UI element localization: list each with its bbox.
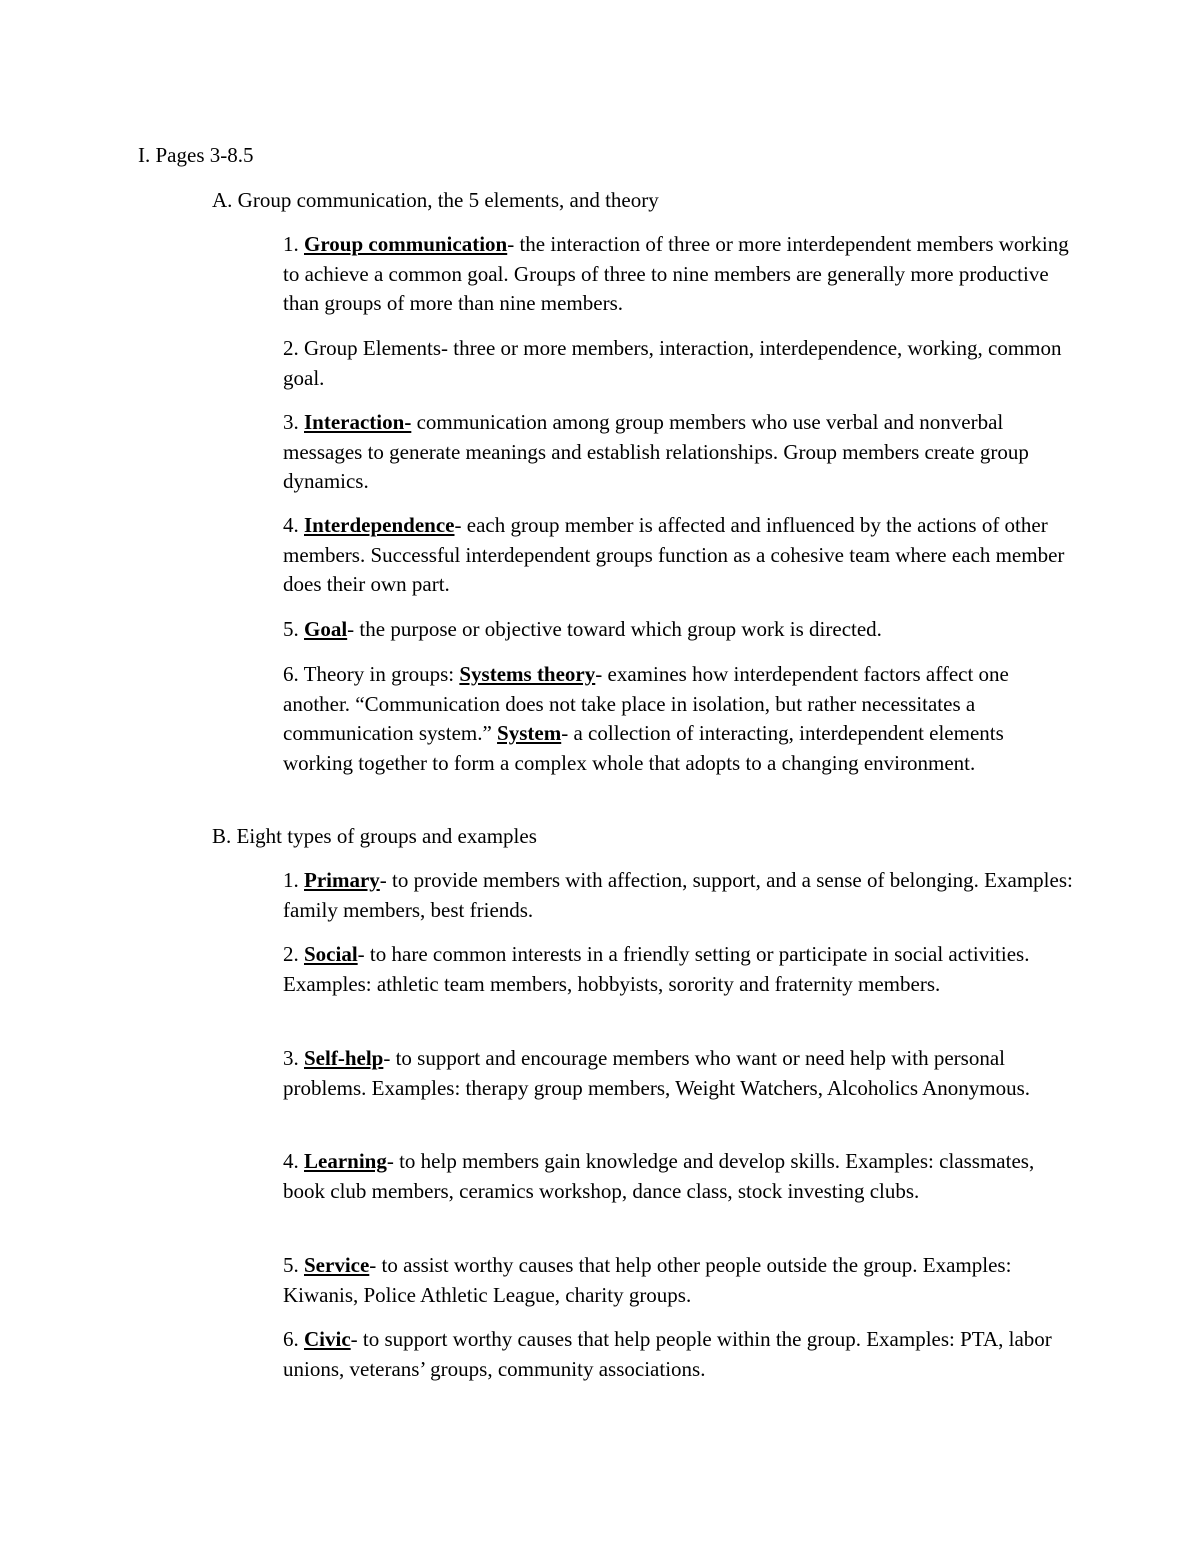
item-definition: communication among group members who use verbal and nonverbal messages to generate meanings and establish relationships. Group members create group dynamics.	[283, 410, 1029, 493]
term-goal: Goal	[304, 617, 348, 641]
item-definition: - a collection of interacting, interdependent elements working together to form a complex whole that adopts to a changing environment.	[283, 721, 1004, 775]
item-number: 1.	[283, 868, 304, 892]
term-self-help: Self-help	[304, 1046, 384, 1070]
list-item	[283, 511, 1073, 600]
item-number: 3.	[283, 1046, 304, 1070]
item-definition: - to provide members with affection, support, and a sense of belonging. Examples: family members, best friends.	[283, 868, 1073, 922]
item-definition: - to assist worthy causes that help other people outside the group. Examples: Kiwanis, Police Athletic League, charity groups.	[283, 1253, 1012, 1307]
term-social: Social	[304, 942, 358, 966]
item-number: 5.	[283, 617, 304, 641]
term-civic: Civic	[304, 1327, 351, 1351]
term-primary: Primary	[304, 868, 380, 892]
item-number: 6.	[283, 1327, 304, 1351]
term-system: System	[497, 721, 562, 745]
list-item	[283, 615, 1073, 645]
item-number: 1.	[283, 232, 304, 256]
section-heading: I. Pages 3-8.5	[138, 143, 254, 167]
list-item	[283, 660, 1073, 778]
item-definition: - the purpose or objective toward which group work is directed.	[347, 617, 882, 641]
list-item	[283, 866, 1073, 925]
item-definition: - examines how interdependent factors affect one another. “Communication does not take place in isolation, but rather necessitates a communication system.”	[283, 662, 1009, 745]
item-number: 5.	[283, 1253, 304, 1277]
subsection-heading-b: B. Eight types of groups and examples	[212, 824, 537, 848]
item-definition: - each group member is affected and influenced by the actions of other members. Successful interdependent groups function as a cohesive team where each member does their own part.	[283, 513, 1065, 596]
list-item	[283, 1044, 1073, 1103]
term-interdependence: Interdependence	[304, 513, 455, 537]
item-definition: - to help members gain knowledge and develop skills. Examples: classmates, book club members, ceramics workshop, dance class, stock investing clubs.	[283, 1149, 1035, 1203]
list-item	[283, 1147, 1073, 1206]
item-definition: - the interaction of three or more interdependent members working to achieve a common goal. Groups of three to nine members are generally more productive than groups of more than nine members.	[283, 232, 1069, 315]
term-group-communication: Group communication	[304, 232, 508, 256]
item-number: 2.	[283, 942, 304, 966]
subsection-heading-a: A. Group communication, the 5 elements, and theory	[212, 188, 659, 212]
item-text: Theory in groups:	[303, 662, 460, 686]
list-item	[283, 230, 1073, 319]
list-item	[283, 1325, 1073, 1384]
list-item	[283, 334, 1073, 393]
item-number: 4.	[283, 513, 304, 537]
term-service: Service	[304, 1253, 370, 1277]
item-number: 6.	[283, 662, 304, 686]
term-interaction: Interaction-	[304, 410, 412, 434]
term-learning: Learning	[304, 1149, 387, 1173]
list-item	[283, 940, 1073, 999]
list-item	[283, 1251, 1073, 1310]
item-definition: - to hare common interests in a friendly setting or participate in social activities. Examples: athletic team members, hobbyists, sorority and fraternity members.	[283, 942, 1030, 996]
item-number: 4.	[283, 1149, 304, 1173]
item-number: 2.	[283, 336, 304, 360]
list-item	[283, 408, 1073, 497]
item-text: Group Elements- three or more members, interaction, interdependence, working, common goal.	[283, 336, 1062, 390]
item-definition: - to support and encourage members who want or need help with personal problems. Examples: therapy group members, Weight Watchers, Alcoholics Anonymous.	[283, 1046, 1031, 1100]
item-number: 3.	[283, 410, 304, 434]
term-systems-theory: Systems theory	[459, 662, 596, 686]
item-definition: - to support worthy causes that help people within the group. Examples: PTA, labor unions, veterans’ groups, community associations.	[283, 1327, 1052, 1381]
